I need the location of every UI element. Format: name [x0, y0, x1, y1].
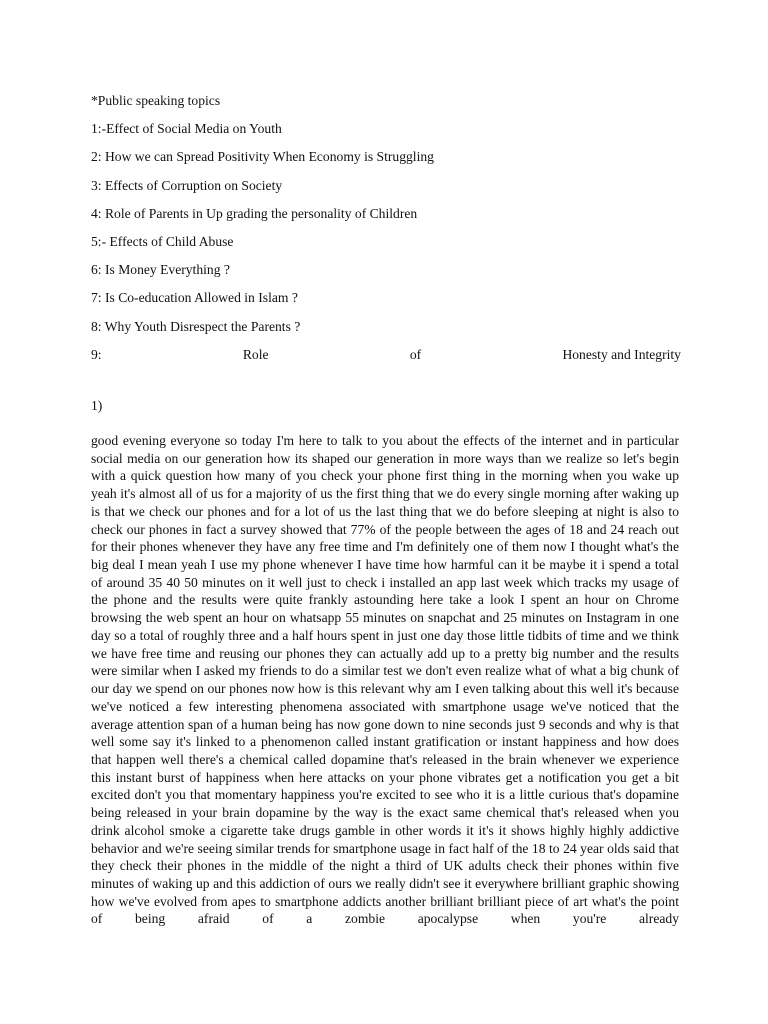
- topic-9-word: Honesty and Integrity: [562, 346, 681, 362]
- speech-paragraph: good evening everyone so today I'm here to talk to you about the effects of the internet and in particular social media on our generation how its shaped our generation in more ways than we realize so let's begin with a quick question how many of you check your phone first thing in the morning when you wake up yeah it's almost all of us for a majority of us the first thing that we do every single morning after waking up is that we check our phones and for a lot of us the last thing that we do before sleeping at night is also to check our phones in fact a survey showed that 77% of the people between the ages of 18 and 24 reach out for their phones whenever they have any free time and I'm definitely one of them now I thought what's the big deal I mean yeah I use my phone whenever I have time how harmful can it be maybe it i spend a total of around 35 40 50 minutes on it well just to check i installed an app last week which tracks my usage of the phone and the results were quite frankly astounding here take a look I spent an hour on Chrome browsing the web spent an hour on whatsapp 55 minutes on snapchat and 25 minutes on Instagram in one day so a total of roughly three and a half hours spent in just one day those little tidbits of time and we think we have free time and reusing our phones they can actually add up to a pretty big number and the results were similar when I asked my friends to do a similar test we don't even realize what of what a big chunk of our day we spend on our phones now how is this relevant why am I even talking about this well it's because we've noticed a few interesting phenomena associated with smartphone usage we've noticed that the average attention span of a human being has now gone down to nine seconds just 9 seconds and why is that well some say it's linked to a phenomenon called instant gratification or instant happiness and how does that happen well there's a chemical called dopamine that's released in the brain whenever we experience this instant burst of happiness when here attacks on your phone vibrates get a notification you get a bit excited don't you that momentary happiness you're excited to see who it is a little curious that's dopamine being released in your brain dopamine by the way is the exact same chemical that's released when you drink alcohol smoke a cigarette take drugs gamble in other words it it's it shows highly highly addictive behavior and we're seeing similar trends for smartphone usage in fact half of the 18 to 24 year olds said that they check their phones in the middle of the night a third of UK adults check their phones within five minutes of waking up and this addiction of ours we really didn't see it everywhere brilliant graphic showing how we've evolved from apes to smartphone addicts another brilliant brilliant piece of art what's the point of being afraid of a zombie apocalypse when you're already: [91, 433, 679, 927]
- topic-9-word: Role: [242, 346, 269, 362]
- topic-item: 4: Role of Parents in Up grading the personality of Children: [91, 205, 418, 221]
- topic-item: 7: Is Co-education Allowed in Islam ?: [91, 290, 298, 306]
- topic-item: 5:- Effects of Child Abuse: [91, 233, 234, 249]
- section-label: 1): [91, 398, 103, 413]
- topic-list: [91, 92, 681, 374]
- topic-item: 3: Effects of Corruption on Society: [91, 177, 283, 193]
- topic-9-number: 9:: [91, 346, 102, 362]
- topic-item: 6: Is Money Everything ?: [91, 262, 230, 278]
- topic-9-word: of: [409, 346, 422, 362]
- topic-item: 8: Why Youth Disrespect the Parents ?: [91, 318, 301, 334]
- topic-item: 1:-Effect of Social Media on Youth: [91, 121, 282, 137]
- topic-item: 2: How we can Spread Positivity When Economy is Struggling: [91, 149, 434, 165]
- topics-heading: *Public speaking topics: [91, 93, 221, 108]
- topic-item-9: [91, 346, 681, 364]
